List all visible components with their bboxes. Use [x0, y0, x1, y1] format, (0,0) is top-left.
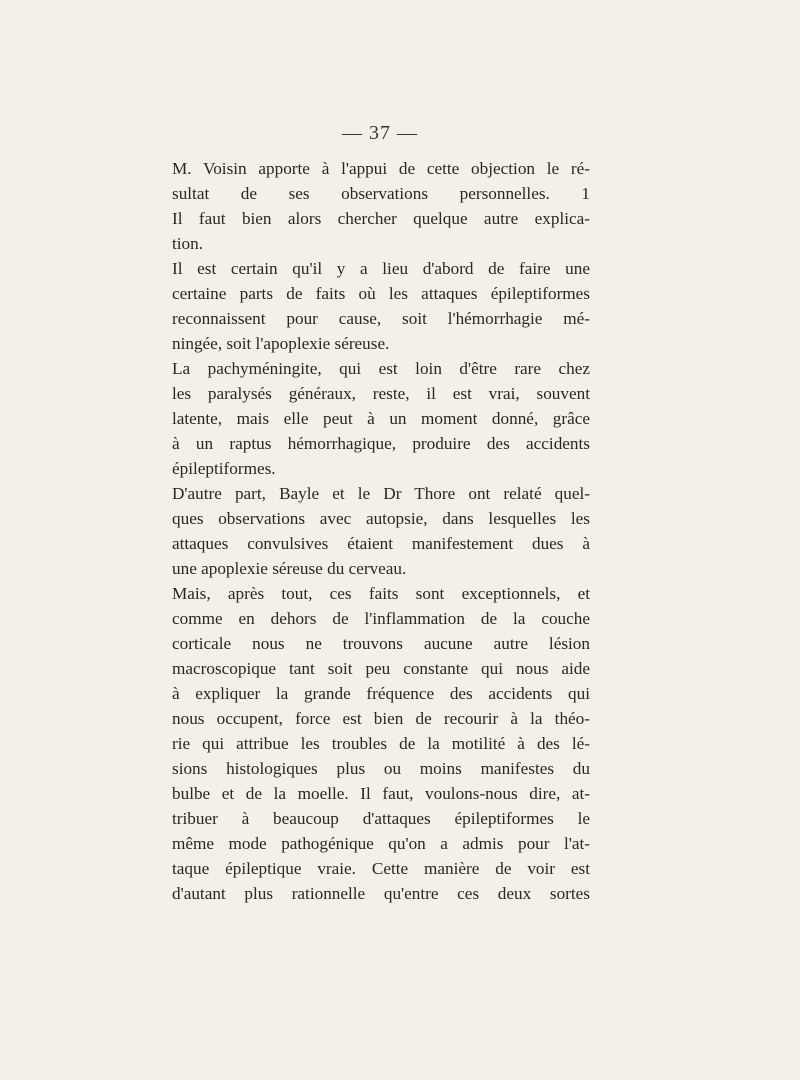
- text-line: nous occupent, force est bien de recourir à la théo-: [172, 709, 590, 728]
- text-line: à un raptus hémorrhagique, produire des accidents: [172, 434, 590, 453]
- text-line: D'autre part, Bayle et le Dr Thore ont relaté quel-: [172, 484, 590, 503]
- text-line: macroscopique tant soit peu constante qui nous aide: [172, 659, 590, 678]
- text-line: tribuer à beaucoup d'attaques épileptiformes le: [172, 809, 590, 828]
- page-number: — 37 —: [342, 122, 418, 144]
- text-line: épileptiformes.: [172, 459, 276, 478]
- text-line: La pachyméningite, qui est loin d'être rare chez: [172, 359, 590, 378]
- text-line: certaine parts de faits où les attaques épileptiformes: [172, 284, 590, 303]
- body-text: [172, 156, 590, 906]
- text-line: reconnaissent pour cause, soit l'hémorrhagie mé-: [172, 309, 590, 328]
- text-line: à expliquer la grande fréquence des accidents qui: [172, 684, 590, 703]
- text-line: Il est certain qu'il y a lieu d'abord de faire une: [172, 259, 590, 278]
- text-line: rie qui attribue les troubles de la motilité à des lé-: [172, 734, 590, 753]
- text-line: M. Voisin apporte à l'appui de cette objection le ré-: [172, 159, 590, 178]
- text-line: bulbe et de la moelle. Il faut, voulons-nous dire, at-: [172, 784, 590, 803]
- text-line: Il faut bien alors chercher quelque autre explica-: [172, 209, 590, 228]
- text-line: ques observations avec autopsie, dans lesquelles les: [172, 509, 590, 528]
- text-line: ningée, soit l'apoplexie séreuse.: [172, 334, 390, 353]
- text-line: attaques convulsives étaient manifestement dues à: [172, 534, 590, 553]
- text-line: taque épileptique vraie. Cette manière de voir est: [172, 859, 590, 878]
- text-line: Mais, après tout, ces faits sont exceptionnels, et: [172, 584, 590, 603]
- text-line: comme en dehors de l'inflammation de la couche: [172, 609, 590, 628]
- text-line: corticale nous ne trouvons aucune autre lésion: [172, 634, 590, 653]
- text-line: une apoplexie séreuse du cerveau.: [172, 559, 407, 578]
- text-line: les paralysés généraux, reste, il est vrai, souvent: [172, 384, 590, 403]
- text-line: latente, mais elle peut à un moment donné, grâce: [172, 409, 590, 428]
- text-line: même mode pathogénique qu'on a admis pour l'at-: [172, 834, 590, 853]
- text-line: d'autant plus rationnelle qu'entre ces deux sortes: [172, 884, 590, 903]
- text-line: sions histologiques plus ou moins manifestes du: [172, 759, 590, 778]
- text-line: sultat de ses observations personnelles. 1: [172, 184, 590, 203]
- text-line: tion.: [172, 234, 204, 253]
